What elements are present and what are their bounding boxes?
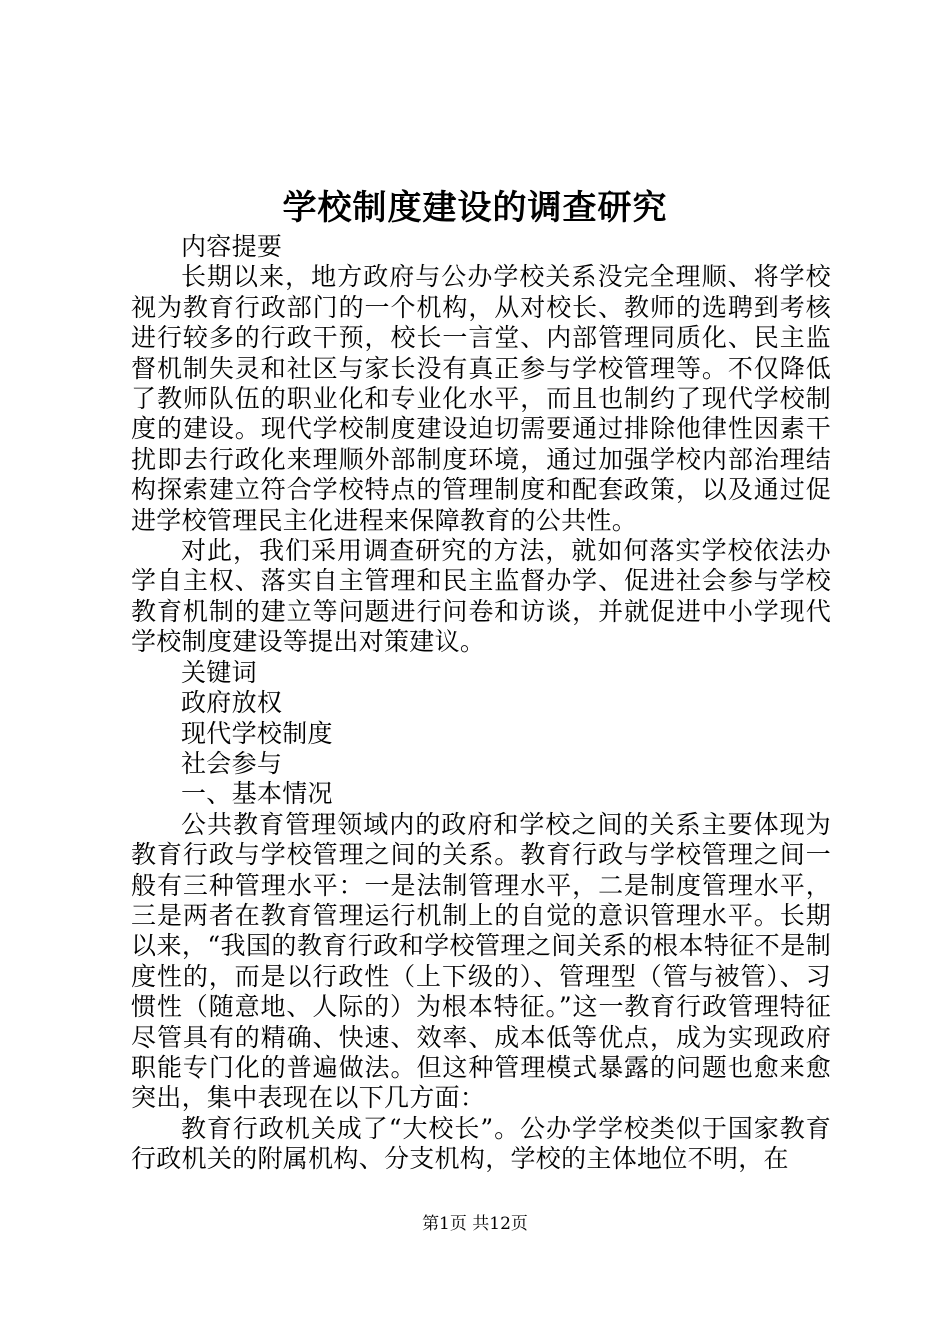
page-number-footer: 第1页 共12页 xyxy=(422,1214,528,1234)
keyword-item: 现代学校制度 xyxy=(181,718,333,748)
document-body xyxy=(131,232,831,1175)
section-heading-basic-situation: 一、基本情况 xyxy=(181,779,333,809)
paragraph-basic-1: 公共教育管理领域内的政府和学校之间的关系主要体现为教育行政与学校管理之间的关系。教育行政与学校管理之间一般有三种管理水平：一是法制管理水平，二是制度管理水平，三是两者在教育管理运行机制上的自觉的意识管理水平。长期以来，“我国的教育行政和学校管理之间关系的根本特征不是制度性的，而是以行政性（上下级的）、管理型（管与被管）、习惯性（随意地、人际的）为根本特征。”这一教育行政管理特征尽管具有的精确、快速、效率、成本低等优点，成为实现政府职能专门化的普遍做法。但这种管理模式暴露的问题也愈来愈突出，集中表现在以下几方面： xyxy=(131,809,831,1113)
section-heading-keywords: 关键词 xyxy=(181,657,257,687)
paragraph-abstract-1: 长期以来，地方政府与公办学校关系没完全理顺、将学校视为教育行政部门的一个机构，从对校长、教师的选聘到考核进行较多的行政干预，校长一言堂、内部管理同质化、民主监督机制失灵和社区与家长没有真正参与学校管理等。不仅降低了教师队伍的职业化和专业化水平，而且也制约了现代学校制度的建设。现代学校制度建设迫切需要通过排除他律性因素干扰即去行政化来理顺外部制度环境，通过加强学校内部治理结构探索建立符合学校特点的管理制度和配套政策，以及通过促进学校管理民主化进程来保障教育的公共性。 xyxy=(131,262,831,535)
paragraph-basic-2: 教育行政机关成了“大校长”。公办学学校类似于国家教育行政机关的附属机构、分支机构，学校的主体地位不明，在 xyxy=(131,1113,831,1174)
document-title: 学校制度建设的调查研究 xyxy=(282,188,668,228)
keyword-item: 社会参与 xyxy=(181,748,283,778)
section-heading-abstract: 内容提要 xyxy=(181,232,283,261)
paragraph-abstract-2: 对此，我们采用调查研究的方法，就如何落实学校依法办学自主权、落实自主管理和民主监督办学、促进社会参与学校教育机制的建立等问题进行问卷和访谈，并就促进中小学现代学校制度建设等提出对策建议。 xyxy=(131,536,831,657)
keyword-item: 政府放权 xyxy=(181,688,283,718)
